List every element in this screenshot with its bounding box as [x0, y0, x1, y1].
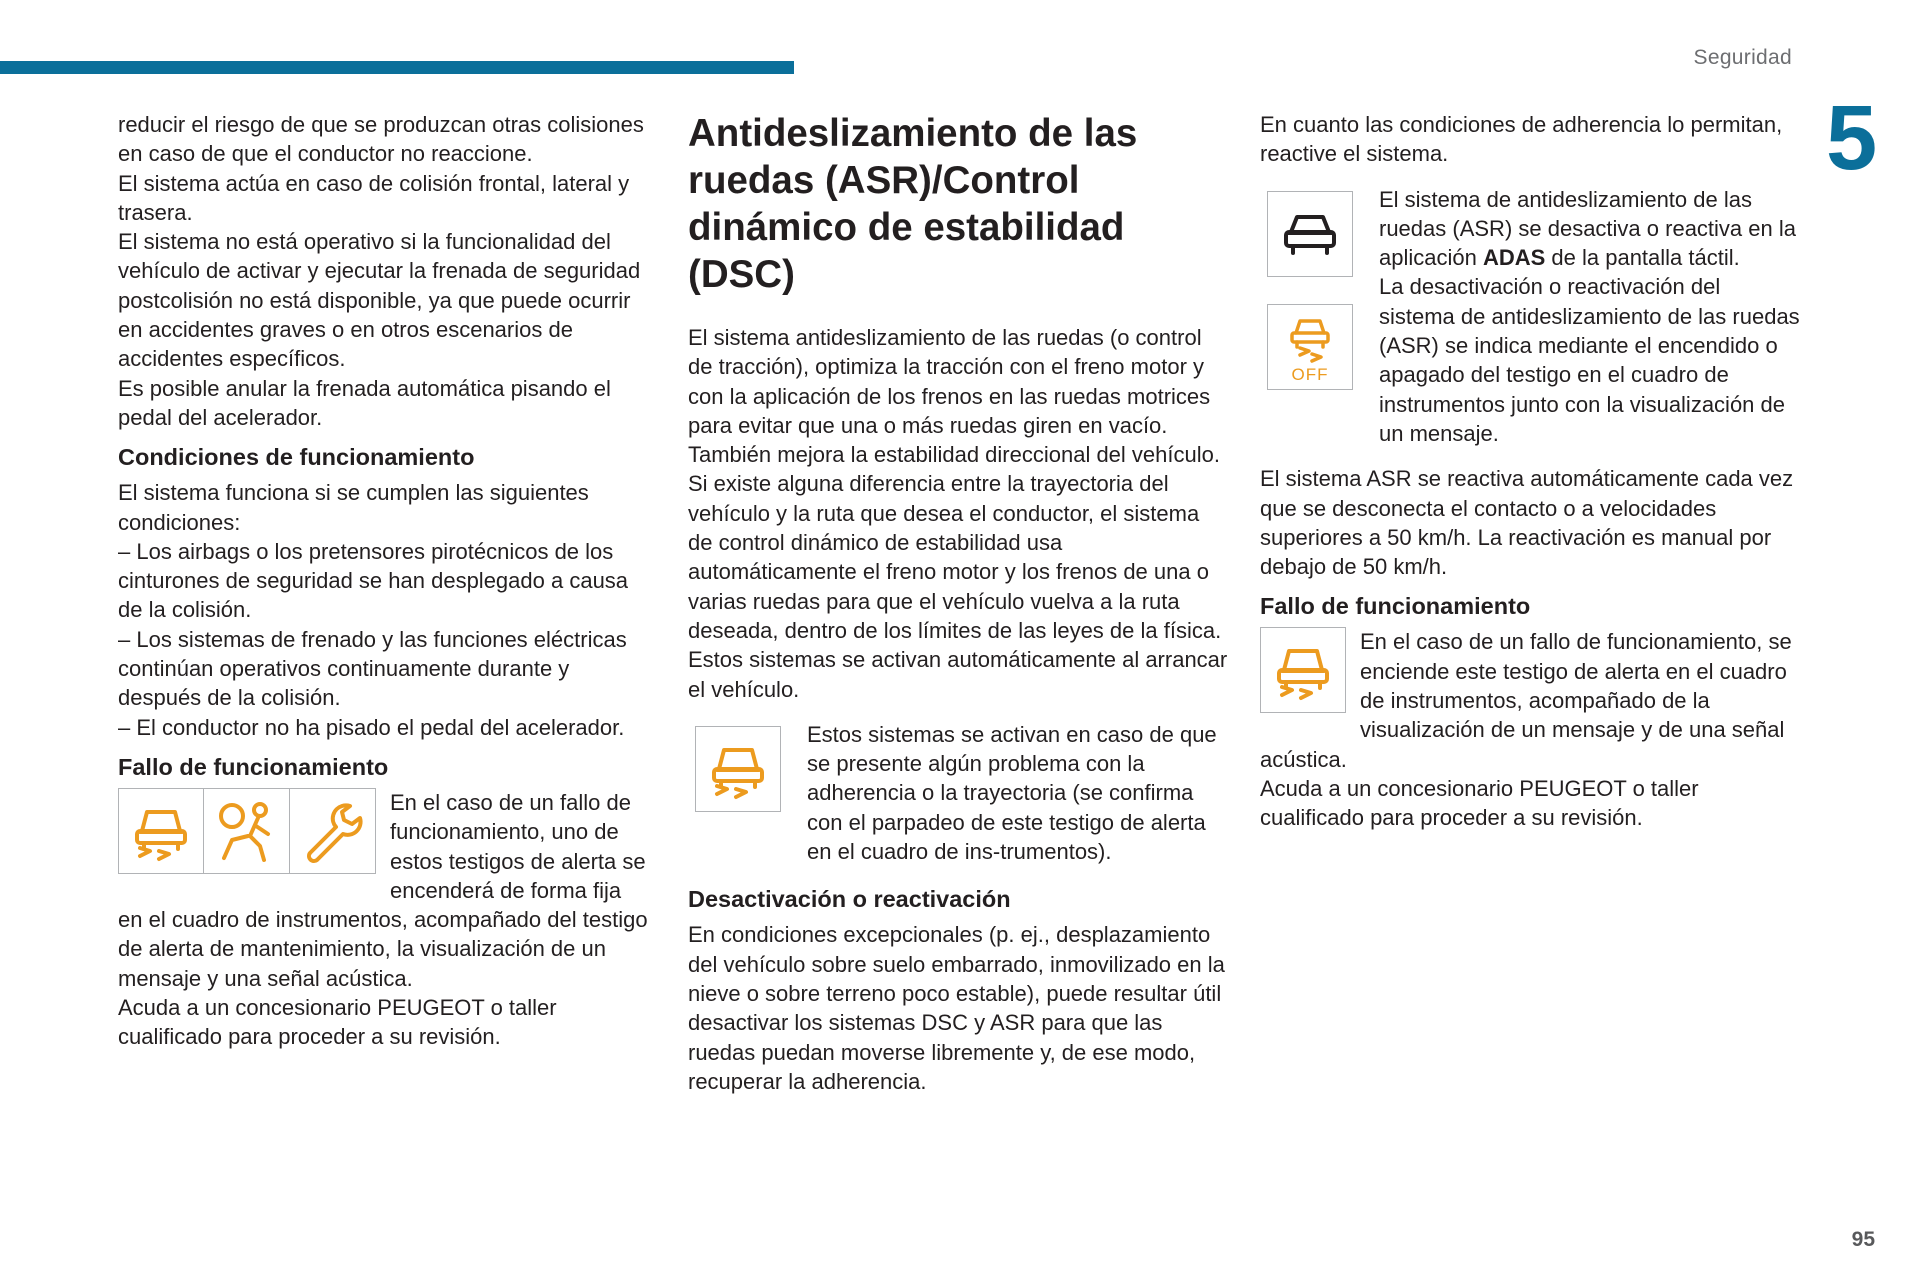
dealer-text: Acuda a un concesionario PEUGEOT o taller cualificado para proceder a su revisión. [1260, 775, 1699, 831]
conditions-heading: Condiciones de funcionamiento [118, 444, 475, 471]
column-right [1260, 110, 1800, 833]
dealer-text: Acuda a un concesionario PEUGEOT o taller cualificado para proceder a su revisión. [118, 995, 557, 1050]
note-text: Estos sistemas se activan en caso de que se presente algún problema con la adherencia o la trayectoria (se confirma con el parpadeo de este testigo de alerta en el cuadro de ins-trumentos). [807, 721, 1217, 865]
adas-text: El sistema de antideslizamiento de las ruedas (ASR) se desactiva o reactiva en la aplicación ADAS de la pantalla táctil. [1379, 186, 1796, 271]
paragraph: El sistema no está operativo si la funcionalidad del vehículo de activar y ejecutar la frenada de seguridad postcolisión no está disponible, ya que puede ocurrir en accidentes graves o en otros escenarios de accidentes específicos. [118, 229, 641, 372]
page-number: 95 [1851, 1228, 1875, 1251]
asr-warning-icon [118, 788, 204, 874]
fault-heading: Fallo de funcionamiento [118, 753, 389, 780]
column-left [118, 110, 648, 1052]
header-accent-bar [0, 61, 794, 74]
asr-note [688, 720, 1228, 866]
chapter-number: 5 [1826, 87, 1878, 189]
fault-heading: Fallo de funcionamiento [1260, 593, 1531, 620]
paragraph: El sistema ASR se reactiva automáticamente cada vez que se desconecta el contacto o a velocidades superiores a 50 km/h. La reactivación es manual por debajo de 50 km/h. [1260, 466, 1794, 580]
paragraph: En condiciones excepcionales (p. ej., desplazamiento del vehículo sobre suelo embarrado, inmovilizado en la nieve o sobre terreno poco estable), puede resultar útil desactivar los sistemas DSC y ASR para que las ruedas puedan moverse libremente y, de ese modo, recuperar la adherencia. [688, 922, 1225, 1094]
car-outline-icon [1267, 191, 1353, 277]
paragraph: Estos sistemas se activan automáticamente al arrancar el vehículo. [688, 647, 1228, 702]
paragraph: Es posible anular la frenada automática pisando el pedal del acelerador. [118, 375, 611, 430]
asr-warning-icon [695, 726, 781, 812]
column-middle [688, 110, 1228, 1096]
warning-icon-strip [118, 788, 376, 874]
section-title: Seguridad [1693, 46, 1792, 69]
airbag-warning-icon [204, 788, 290, 874]
paragraph: En cuanto las condiciones de adherencia lo permitan, reactive el sistema. [1260, 112, 1783, 167]
adas-note [1260, 185, 1800, 449]
paragraph: El sistema funciona si se cumplen las siguientes condiciones: [118, 480, 589, 535]
asr-off-icon [1267, 304, 1353, 390]
list-item: – Los sistemas de frenado y las funciones eléctricas continúan operativos continuamente durante y después de la colisión. [118, 626, 627, 711]
paragraph: Si existe alguna diferencia entre la trayectoria del vehículo y la ruta que desea el conductor, el sistema de control dinámico de estabilidad usa automáticamente el freno motor y los frenos de una o varias ruedas para que el vehículo vuelva a la ruta deseada, dentro de los límites de las leyes de la física. [688, 471, 1222, 643]
fault-icon [1260, 627, 1346, 713]
indicator-text: La desactivación o reactivación del sistema de antideslizamiento de las ruedas (ASR) se indica mediante el encendido o apagado del testigo en el cuadro de instrumentos junto con la visualización de un mensaje. [1379, 274, 1800, 446]
fault-text: En el caso de un fallo de funcionamiento, uno de estos testigos de alerta se encenderá de forma fija en el cuadro de instrumentos, acompañado del testigo de alerta de mantenimiento, la visualización de un mensaje y una señal acústica. [118, 789, 648, 991]
list-item: – Los airbags o los pretensores pirotécnicos de los cinturones de seguridad se han desplegado a causa de la colisión. [118, 538, 629, 623]
service-wrench-icon [290, 788, 376, 874]
paragraph: El sistema actúa en caso de colisión frontal, lateral y trasera. [118, 170, 630, 225]
svg-text:OFF: OFF [1291, 364, 1329, 384]
section-heading: Antideslizamiento de las ruedas (ASR)/Control dinámico de estabilidad (DSC) [688, 112, 1138, 296]
fault-text: En el caso de un fallo de funcionamiento, se enciende este testigo de alerta en el cuadro de instrumentos, acompañado de la visualización de un mensaje y de una señal acústica. [1260, 629, 1792, 772]
list-item: – El conductor no ha pisado el pedal del acelerador. [118, 714, 625, 740]
asr-warning-icon [1260, 627, 1346, 713]
paragraph: El sistema antideslizamiento de las ruedas (o control de tracción), optimiza la tracción con el freno motor y con la aplicación de los frenos en las ruedas motrices para evitar que una o más ruedas giren en vacío. También mejora la estabilidad direccional del vehículo. [688, 325, 1220, 468]
paragraph: reducir el riesgo de que se produzcan otras colisiones en caso de que el conductor no reaccione. [118, 112, 644, 167]
deactivation-heading: Desactivación o reactivación [688, 886, 1011, 913]
